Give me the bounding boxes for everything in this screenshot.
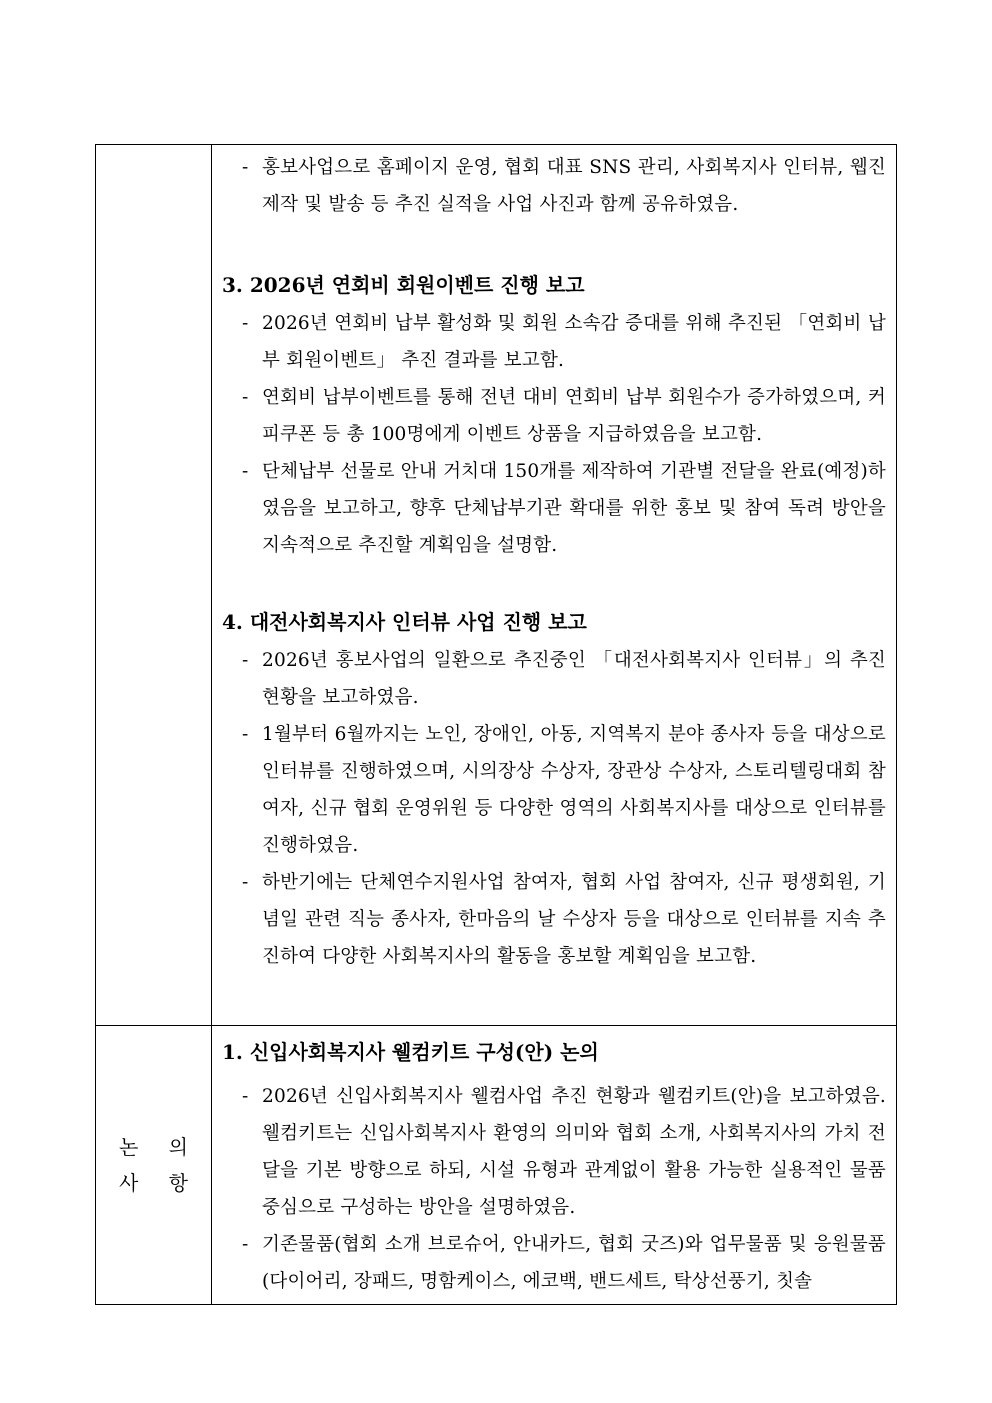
discussion-row bbox=[96, 1026, 897, 1305]
report-content-cell bbox=[212, 145, 897, 1026]
bullet-item bbox=[222, 716, 886, 864]
discussion-label-line1: 논 의 bbox=[119, 1135, 200, 1159]
section-title: 3. 2026년 연회비 회원이벤트 진행 보고 bbox=[222, 273, 585, 297]
bullet-dash: - bbox=[242, 724, 249, 745]
bullet-item bbox=[222, 642, 886, 716]
bullet-dash: - bbox=[242, 1234, 249, 1255]
bullet-dash: - bbox=[242, 1086, 249, 1107]
bullet-dash: - bbox=[242, 387, 249, 408]
bullet-text: 2026년 홍보사업의 일환으로 추진중인 「대전사회복지사 인터뷰」의 추진 현황을 보고하였음. bbox=[262, 650, 886, 708]
report-label-cell bbox=[96, 145, 212, 1026]
discussion-label-line2: 사 항 bbox=[119, 1171, 200, 1195]
bullet-item bbox=[222, 864, 886, 975]
discussion-label-cell bbox=[96, 1026, 212, 1305]
bullet-text: 기존물품(협회 소개 브로슈어, 안내카드, 협회 굿즈)와 업무물품 및 응원물품(다이어리, 장패드, 명함케이스, 에코백, 밴드세트, 탁상선풍기, 칫솔 bbox=[262, 1234, 886, 1292]
bullet-text: 1월부터 6월까지는 노인, 장애인, 아동, 지역복지 분야 종사자 등을 대상으로 인터뷰를 진행하였으며, 시의장상 수상자, 장관상 수상자, 스토리텔링대회 참여자, 신규 협회 운영위원 등 다양한 영역의 사회복지사를 대상으로 인터뷰를 진행하였음. bbox=[262, 724, 886, 856]
bullet-dash: - bbox=[242, 650, 249, 671]
report-row bbox=[96, 145, 897, 1026]
bullet-dash: - bbox=[242, 872, 249, 893]
bullet-text: 단체납부 선물로 안내 거치대 150개를 제작하여 기관별 전달을 완료(예정)하였음을 보고하고, 향후 단체납부기관 확대를 위한 홍보 및 참여 독려 방안을 지속적으로 추진할 계획임을 설명함. bbox=[262, 461, 886, 556]
bullet-text: 하반기에는 단체연수지원사업 참여자, 협회 사업 참여자, 신규 평생회원, 기념일 관련 직능 종사자, 한마음의 날 수상자 등을 대상으로 인터뷰를 지속 추진하여 다양한 사회복지사의 활동을 홍보할 계획임을 보고함. bbox=[262, 872, 886, 967]
bullet-text: 2026년 신입사회복지사 웰컴사업 추진 현황과 웰컴키트(안)을 보고하였음. 웰컴키트는 신입사회복지사 환영의 의미와 협회 소개, 사회복지사의 가치 전달을 기본 방향으로 하되, 시설 유형과 관계없이 활용 가능한 실용적인 물품 중심으로 구성하는 방안을 설명하였음. bbox=[262, 1086, 886, 1218]
bullet-dash: - bbox=[242, 157, 249, 178]
bullet-item bbox=[222, 149, 886, 223]
bullet-text: 2026년 연회비 납부 활성화 및 회원 소속감 증대를 위해 추진된 「연회비 납부 회원이벤트」 추진 결과를 보고함. bbox=[262, 313, 886, 371]
bullet-text: 연회비 납부이벤트를 통해 전년 대비 연회비 납부 회원수가 증가하였으며, 커피쿠폰 등 총 100명에게 이벤트 상품을 지급하였음을 보고함. bbox=[262, 387, 886, 445]
bullet-item bbox=[222, 1226, 886, 1300]
bullet-item bbox=[222, 305, 886, 379]
bullet-text: 홍보사업으로 홈페이지 운영, 협회 대표 SNS 관리, 사회복지사 인터뷰, 웹진 제작 및 발송 등 추진 실적을 사업 사진과 함께 공유하였음. bbox=[262, 157, 886, 215]
bullet-item bbox=[222, 379, 886, 453]
bullet-item bbox=[222, 1078, 886, 1226]
bullet-dash: - bbox=[242, 461, 249, 482]
section-title: 4. 대전사회복지사 인터뷰 사업 진행 보고 bbox=[222, 610, 587, 634]
section-title: 1. 신입사회복지사 웰컴키트 구성(안) 논의 bbox=[222, 1040, 599, 1064]
minutes-table bbox=[95, 144, 897, 1305]
discussion-content-cell bbox=[212, 1026, 897, 1305]
bullet-item bbox=[222, 453, 886, 564]
bullet-dash: - bbox=[242, 313, 249, 334]
